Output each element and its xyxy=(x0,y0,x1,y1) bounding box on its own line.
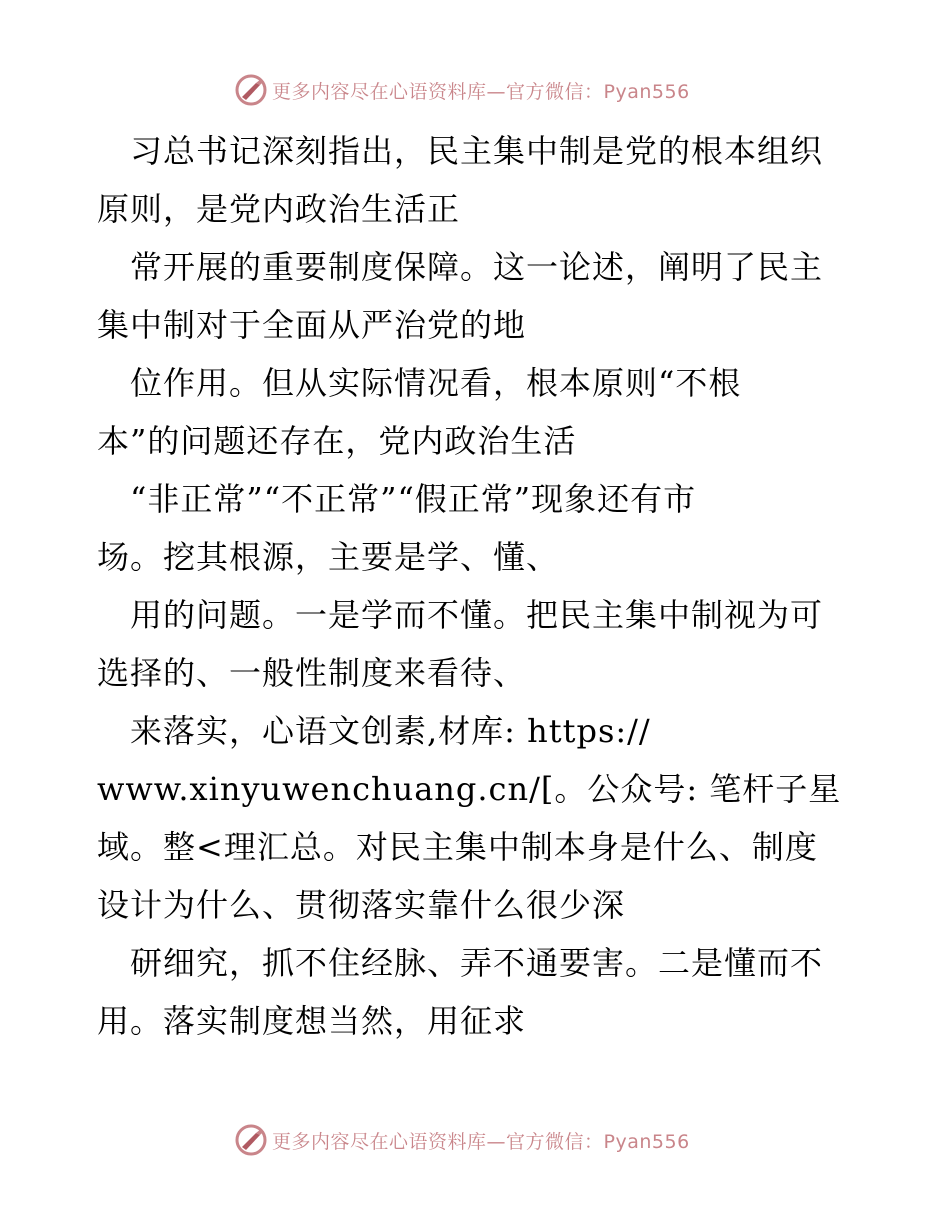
header-watermark-text: 更多内容尽在心语资料库—官方微信：Pyan556 xyxy=(272,80,690,103)
pen-logo-icon xyxy=(234,1123,268,1157)
text-line: 原则，是党内政治生活正 xyxy=(97,190,461,228)
text-line: 域。整<理汇总。对民主集中制本身是什么、制度 xyxy=(97,828,818,866)
text-line: 设计为什么、贯彻落实靠什么很少深 xyxy=(97,886,626,924)
header-watermark xyxy=(0,72,950,108)
text-line: 本”的问题还存在，党内政治生活 xyxy=(97,422,577,460)
text-line: 选择的、一般性制度来看待、 xyxy=(97,654,527,692)
text-line: 位作用。但从实际情况看，根本原则“不根 xyxy=(97,364,742,402)
text-line: 研细究，抓不住经脉、弄不通要害。二是懂而不 xyxy=(97,944,824,982)
text-line: 集中制对于全面从严治党的地 xyxy=(97,306,527,344)
text-line: 用。落实制度想当然，用征求 xyxy=(97,1002,527,1040)
footer-watermark-text: 更多内容尽在心语资料库—官方微信：Pyan556 xyxy=(272,1130,690,1153)
text-line: “非正常”“不正常”“假正常”现象还有市 xyxy=(97,480,697,518)
text-line: www.xinyuwenchuang.cn/[。公众号: 笔杆子星 xyxy=(97,770,842,808)
text-line: 来落实，心语文创素,材库: https:// xyxy=(97,712,651,750)
text-line: 习总书记深刻指出，民主集中制是党的根本组织 xyxy=(97,132,824,170)
text-line: 场。挖其根源，主要是学、懂、 xyxy=(97,538,560,576)
text-line: 常开展的重要制度保障。这一论述，阐明了民主 xyxy=(97,248,824,286)
footer-watermark xyxy=(0,1122,950,1158)
pen-logo-icon xyxy=(234,73,268,107)
text-line: 用的问题。一是学而不懂。把民主集中制视为可 xyxy=(97,596,824,634)
